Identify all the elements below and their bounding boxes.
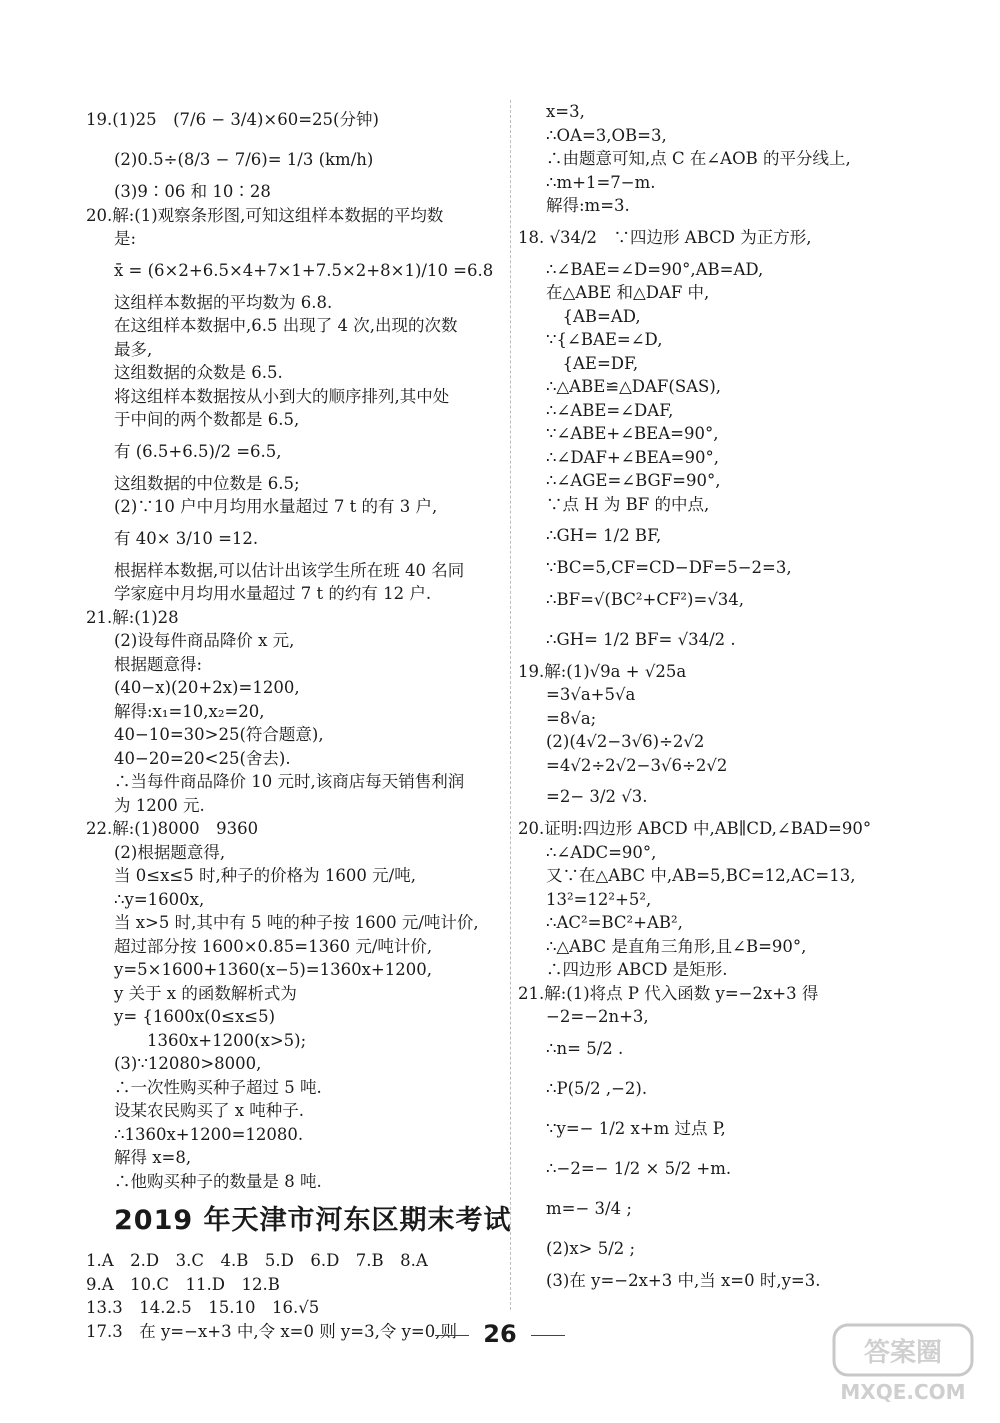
answer-line: ∴当每件商品降价 10 元时,该商店每天销售利润 <box>114 772 465 791</box>
answer-line: 有 (6.5+6.5)/2 =6.5, <box>114 441 282 461</box>
answer-line: 超过部分按 1600×0.85=1360 元/吨计价, <box>114 936 433 956</box>
answer-line: 1360x+1200(x>5); <box>114 1030 307 1050</box>
answer-line: 18. √34/2 ∵四边形 ABCD 为正方形, <box>518 227 812 247</box>
answer-line: =2− 3/2 √3. <box>546 787 648 806</box>
answer-line: 在△ABE 和△DAF 中, <box>546 283 710 302</box>
answer-line: 学家庭中月均用水量超过 7 t 的约有 12 户. <box>114 584 432 603</box>
answer-line: 19.(1)25 (7/6 − 3/4)×60=25(分钟) <box>86 110 379 129</box>
answer-line: (2)∵10 户中月均用水量超过 7 t 的有 3 户, <box>114 497 438 516</box>
answer-line: 17.3 在 y=−x+3 中,令 x=0 则 y=3,令 y=0,则 <box>86 1321 457 1341</box>
answer-line: 在这组样本数据中,6.5 出现了 4 次,出现的次数 <box>114 316 458 335</box>
answer-line: 根据题意得: <box>114 654 203 674</box>
answer-line: ∴四边形 ABCD 是矩形. <box>546 960 728 979</box>
answer-line: ∴P(5/2 ,−2). <box>546 1078 648 1098</box>
right-column <box>518 100 938 1292</box>
answer-line: 有 40× 3/10 =12. <box>114 528 259 548</box>
answer-line: 20.证明:四边形 ABCD 中,AB∥CD,∠BAD=90° <box>518 819 872 838</box>
answer-line: ∴1360x+1200=12080. <box>114 1124 304 1144</box>
answer-line: x̄ = (6×2+6.5×4+7×1+7.5×2+8×1)/10 =6.8 <box>114 260 494 280</box>
section-heading: 2019 年天津市河东区期末考试 <box>114 1205 512 1236</box>
answer-line: 9.A 10.C 11.D 12.B <box>86 1274 280 1294</box>
answer-line: (3)在 y=−2x+3 中,当 x=0 时,y=3. <box>546 1270 821 1290</box>
answer-line: y= {1600x(0≤x≤5) <box>114 1007 276 1026</box>
answer-line: ∴∠ADC=90°, <box>546 842 657 862</box>
answer-line: ∴∠AGE=∠BGF=90°, <box>546 471 721 490</box>
answer-line: 22.解:(1)8000 9360 <box>86 819 259 838</box>
answer-line: 21.解:(1)将点 P 代入函数 y=−2x+3 得 <box>518 983 819 1003</box>
svg-text:答案圈: 答案圈 <box>863 1338 943 1368</box>
answer-line: ∴△ABE≌△DAF(SAS), <box>546 377 722 396</box>
page-number-text: 26 <box>483 1320 517 1348</box>
answer-line: ∵BC=5,CF=CD−DF=5−2=3, <box>546 558 792 577</box>
answer-line: ∵∠ABE+∠BEA=90°, <box>546 424 719 443</box>
answer-line: ∴y=1600x, <box>114 889 205 909</box>
answer-line: (3)9∶06 和 10∶28 <box>114 182 271 201</box>
answer-line: ∴∠DAF+∠BEA=90°, <box>546 447 719 467</box>
answer-line: ∴−2=− 1/2 × 5/2 +m. <box>546 1158 732 1178</box>
answer-line: 这组数据的众数是 6.5. <box>114 363 283 382</box>
answer-line: 1.A 2.D 3.C 4.B 5.D 6.D 7.B 8.A <box>86 1251 428 1270</box>
answer-line: y=5×1600+1360(x−5)=1360x+1200, <box>114 960 432 979</box>
answer-line: =8√a; <box>546 708 597 728</box>
answer-line: 40−10=30>25(符合题意), <box>114 725 324 744</box>
answer-line: ∴△ABC 是直角三角形,且∠B=90°, <box>546 936 807 956</box>
answer-line: 13²=12²+5², <box>546 889 652 909</box>
answer-line: ∴m+1=7−m. <box>546 172 656 192</box>
left-dash <box>435 1335 469 1336</box>
answer-line: {AE=DF, <box>546 353 639 373</box>
answer-line: (2)(4√2−3√6)÷2√2 <box>546 732 705 751</box>
answer-line: 40−20=20<25(舍去). <box>114 748 291 768</box>
answer-line: ∴由题意可知,点 C 在∠AOB 的平分线上, <box>546 149 851 168</box>
answer-line: ∵{∠BAE=∠D, <box>546 330 663 349</box>
answer-line: ∴BF=√(BC²+CF²)=√34, <box>546 589 745 609</box>
answer-line: =3√a+5√a <box>546 685 636 704</box>
answer-line: 当 0≤x≤5 时,种子的价格为 1600 元/吨, <box>114 866 416 885</box>
answer-line: 为 1200 元. <box>114 795 205 815</box>
answer-line: ∴一次性购买种子超过 5 吨. <box>114 1077 322 1097</box>
svg-text:MXQE.COM: MXQE.COM <box>840 1380 966 1404</box>
answer-line: (2)根据题意得, <box>114 842 226 862</box>
answer-line: ∴∠ABE=∠DAF, <box>546 400 674 420</box>
answer-line: 解得 x=8, <box>114 1148 192 1167</box>
answer-line: 21.解:(1)28 <box>86 607 179 627</box>
answer-line: m=− 3/4 ; <box>546 1198 632 1218</box>
answer-line: (2)设每件商品降价 x 元, <box>114 631 295 650</box>
answer-line: ∴他购买种子的数量是 8 吨. <box>114 1171 322 1191</box>
left-column <box>86 100 512 1343</box>
right-dash <box>531 1335 565 1336</box>
answer-line: 19.解:(1)√9a + √25a <box>518 661 687 681</box>
answer-line: ∵y=− 1/2 x+m 过点 P, <box>546 1118 726 1138</box>
answer-line: ∴OA=3,OB=3, <box>546 125 667 145</box>
answer-line: 解得:m=3. <box>546 196 630 215</box>
answer-line: (2)x> 5/2 ; <box>546 1238 636 1258</box>
answer-line: 又∵在△ABC 中,AB=5,BC=12,AC=13, <box>546 866 856 885</box>
answer-line: (3)∵12080>8000, <box>114 1054 262 1073</box>
answer-line: ∴∠BAE=∠D=90°,AB=AD, <box>546 259 764 279</box>
column-divider <box>510 100 511 1310</box>
answer-line: 这组数据的中位数是 6.5; <box>114 473 300 493</box>
answer-line: 于中间的两个数都是 6.5, <box>114 410 300 429</box>
answer-line: 这组样本数据的平均数为 6.8. <box>114 292 333 312</box>
answer-line: 20.解:(1)观察条形图,可知这组样本数据的平均数 <box>86 205 444 225</box>
answer-line: −2=−2n+3, <box>546 1007 649 1026</box>
watermark-logo-icon <box>828 1319 978 1409</box>
answer-line: ∴n= 5/2 . <box>546 1038 624 1058</box>
answer-line: 根据样本数据,可以估计出该学生所在班 40 名同 <box>114 560 465 580</box>
answer-line: 是: <box>114 229 137 248</box>
answer-line: ∴AC²=BC²+AB², <box>546 913 683 932</box>
answer-line: (2)0.5÷(8/3 − 7/6)= 1/3 (km/h) <box>114 150 374 169</box>
answer-line: (40−x)(20+2x)=1200, <box>114 678 300 697</box>
answer-line: ∵点 H 为 BF 的中点, <box>546 494 710 514</box>
answer-line: 最多, <box>114 339 153 359</box>
answer-line: {AB=AD, <box>546 306 641 326</box>
answer-line: =4√2÷2√2−3√6÷2√2 <box>546 755 728 775</box>
answer-line: 13.3 14.2.5 15.10 16.√5 <box>86 1298 320 1317</box>
answer-line: ∴GH= 1/2 BF, <box>546 526 662 545</box>
answer-line: y 关于 x 的函数解析式为 <box>114 983 297 1003</box>
answer-line: ∴GH= 1/2 BF= √34/2 . <box>546 629 736 649</box>
answer-line: 当 x>5 时,其中有 5 吨的种子按 1600 元/吨计价, <box>114 913 479 932</box>
answer-line: x=3, <box>546 102 585 121</box>
answer-line: 解得:x₁=10,x₂=20, <box>114 701 265 721</box>
answer-line: 设某农民购买了 x 吨种子. <box>114 1101 305 1120</box>
answer-line: 将这组样本数据按从小到大的顺序排列,其中处 <box>114 386 450 406</box>
